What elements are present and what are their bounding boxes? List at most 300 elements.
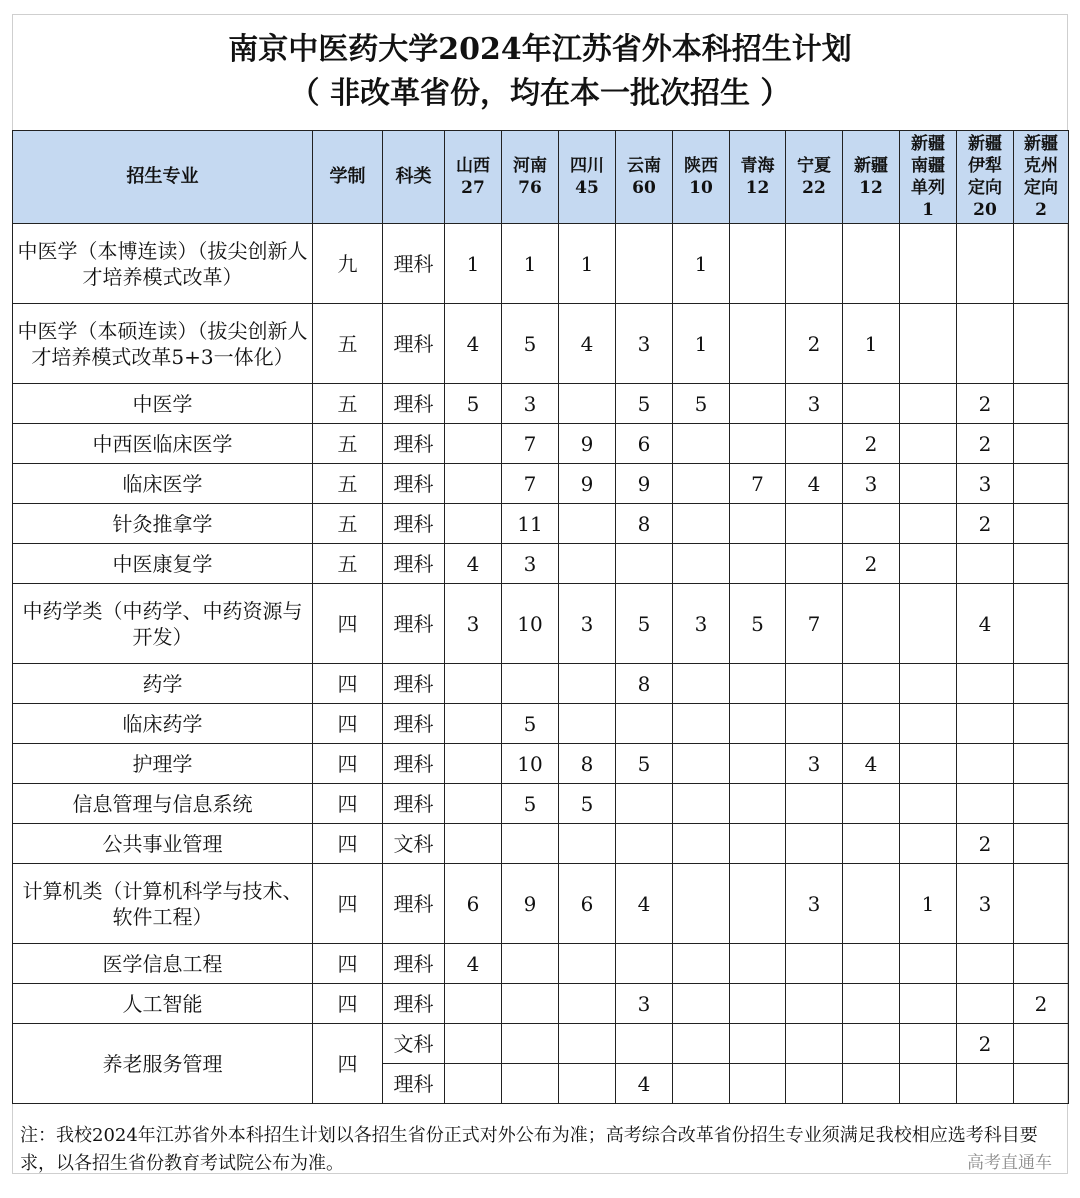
- quota-cell: [730, 944, 786, 984]
- category-cell: 理科: [383, 304, 445, 384]
- major-cell: 药学: [13, 664, 313, 704]
- table-row: [13, 224, 1069, 304]
- quota-cell: 6: [445, 864, 502, 944]
- quota-cell: 1: [843, 304, 900, 384]
- quota-cell: [1014, 864, 1069, 944]
- quota-cell: 1: [445, 224, 502, 304]
- quota-cell: [559, 944, 616, 984]
- quota-cell: [843, 504, 900, 544]
- table-row: [13, 464, 1069, 504]
- quota-cell: [559, 824, 616, 864]
- province-name: 新疆: [854, 156, 888, 176]
- quota-cell: [673, 1024, 730, 1064]
- quota-cell: 10: [502, 744, 559, 784]
- quota-cell: [730, 784, 786, 824]
- category-cell: 理科: [383, 864, 445, 944]
- quota-cell: [673, 1064, 730, 1104]
- quota-cell: [900, 984, 957, 1024]
- category-cell: 理科: [383, 1064, 445, 1104]
- quota-cell: [1014, 744, 1069, 784]
- quota-cell: [1014, 304, 1069, 384]
- province-count: 22: [802, 178, 826, 198]
- quota-cell: 7: [502, 424, 559, 464]
- quota-cell: [900, 584, 957, 664]
- quota-cell: 2: [957, 384, 1014, 424]
- major-cell: 中西医临床医学: [13, 424, 313, 464]
- quota-cell: 8: [616, 664, 673, 704]
- quota-cell: 5: [502, 304, 559, 384]
- quota-cell: [730, 824, 786, 864]
- quota-cell: 3: [786, 384, 843, 424]
- quota-cell: 4: [843, 744, 900, 784]
- major-cell: 中医学（本硕连读）（拔尖创新人才培养模式改革5+3一体化）: [13, 304, 313, 384]
- quota-cell: 2: [957, 424, 1014, 464]
- quota-cell: [786, 1024, 843, 1064]
- quota-cell: [730, 984, 786, 1024]
- footnote: 注：我校2024年江苏省外本科招生计划以各招生省份正式对外公布为准；高考综合改革省份招生专业须满足我校相应选考科目要求，以各招生省份教育考试院公布为准。: [20, 1125, 1038, 1174]
- enrollment-plan-table: [12, 130, 1069, 1104]
- province-name: 宁夏: [797, 156, 831, 176]
- major-cell: 中医康复学: [13, 544, 313, 584]
- table-row: [13, 864, 1069, 944]
- quota-cell: [1014, 944, 1069, 984]
- quota-cell: [900, 944, 957, 984]
- table-row: [13, 784, 1069, 824]
- quota-cell: [1014, 504, 1069, 544]
- table-row: [13, 424, 1069, 464]
- quota-cell: [502, 944, 559, 984]
- quota-cell: [957, 224, 1014, 304]
- header-province: [616, 131, 673, 224]
- table-header-row: [13, 131, 1069, 224]
- quota-cell: [786, 944, 843, 984]
- major-cell: 养老服务管理: [13, 1024, 313, 1104]
- quota-cell: 1: [673, 224, 730, 304]
- quota-cell: 6: [616, 424, 673, 464]
- quota-cell: 2: [786, 304, 843, 384]
- quota-cell: [843, 384, 900, 424]
- quota-cell: [673, 864, 730, 944]
- table-row: [13, 824, 1069, 864]
- quota-cell: [786, 984, 843, 1024]
- title-line-2: （ 非改革省份，均在本一批次招生 ）: [289, 76, 791, 111]
- quota-cell: 5: [559, 784, 616, 824]
- quota-cell: 1: [900, 864, 957, 944]
- quota-cell: 2: [957, 504, 1014, 544]
- quota-cell: [502, 1024, 559, 1064]
- duration-cell: 四: [313, 664, 383, 704]
- quota-cell: [445, 1064, 502, 1104]
- quota-cell: [502, 824, 559, 864]
- quota-cell: [957, 1064, 1014, 1104]
- category-cell: 理科: [383, 584, 445, 664]
- quota-cell: [900, 304, 957, 384]
- quota-cell: [616, 224, 673, 304]
- quota-cell: [1014, 824, 1069, 864]
- quota-cell: [1014, 384, 1069, 424]
- quota-cell: 4: [616, 1064, 673, 1104]
- quota-cell: 8: [616, 504, 673, 544]
- quota-cell: [786, 784, 843, 824]
- province-name: 陕西: [684, 156, 718, 176]
- quota-cell: [786, 664, 843, 704]
- quota-cell: [673, 824, 730, 864]
- major-cell: 临床药学: [13, 704, 313, 744]
- header-province: [673, 131, 730, 224]
- quota-cell: 4: [616, 864, 673, 944]
- page-title: [12, 28, 1068, 116]
- quota-cell: [673, 424, 730, 464]
- category-cell: 理科: [383, 704, 445, 744]
- header-province: [559, 131, 616, 224]
- quota-cell: 1: [502, 224, 559, 304]
- quota-cell: [900, 744, 957, 784]
- quota-cell: [1014, 1024, 1069, 1064]
- quota-cell: [843, 1064, 900, 1104]
- province-count: 27: [461, 178, 485, 198]
- quota-cell: [730, 664, 786, 704]
- quota-cell: [445, 1024, 502, 1064]
- quota-cell: [730, 224, 786, 304]
- quota-cell: [843, 984, 900, 1024]
- duration-cell: 五: [313, 544, 383, 584]
- duration-cell: 五: [313, 464, 383, 504]
- header-province: [445, 131, 502, 224]
- quota-cell: [900, 544, 957, 584]
- table-row: [13, 664, 1069, 704]
- major-cell: 信息管理与信息系统: [13, 784, 313, 824]
- quota-cell: [843, 224, 900, 304]
- duration-cell: 九: [313, 224, 383, 304]
- title-line-1: 南京中医药大学2024年江苏省外本科招生计划: [228, 32, 852, 67]
- quota-cell: [445, 704, 502, 744]
- quota-cell: 3: [957, 464, 1014, 504]
- quota-cell: [900, 464, 957, 504]
- quota-cell: [1014, 584, 1069, 664]
- quota-cell: 3: [445, 584, 502, 664]
- quota-cell: [786, 504, 843, 544]
- quota-cell: [843, 704, 900, 744]
- quota-cell: 2: [843, 544, 900, 584]
- quota-cell: [445, 784, 502, 824]
- quota-cell: 4: [445, 544, 502, 584]
- quota-cell: [730, 384, 786, 424]
- major-cell: 护理学: [13, 744, 313, 784]
- quota-cell: 1: [559, 224, 616, 304]
- quota-cell: 3: [786, 864, 843, 944]
- quota-cell: 5: [445, 384, 502, 424]
- quota-cell: [1014, 424, 1069, 464]
- header-province: [786, 131, 843, 224]
- quota-cell: [616, 544, 673, 584]
- quota-cell: [445, 664, 502, 704]
- table-body: [13, 224, 1069, 1104]
- table-row: [13, 544, 1069, 584]
- duration-cell: 四: [313, 704, 383, 744]
- quota-cell: 4: [445, 304, 502, 384]
- quota-cell: 9: [616, 464, 673, 504]
- quota-cell: 5: [730, 584, 786, 664]
- quota-cell: 2: [843, 424, 900, 464]
- quota-cell: 5: [616, 744, 673, 784]
- quota-cell: [502, 664, 559, 704]
- quota-cell: [559, 664, 616, 704]
- duration-cell: 四: [313, 784, 383, 824]
- category-cell: 理科: [383, 464, 445, 504]
- category-cell: 理科: [383, 784, 445, 824]
- quota-cell: [559, 1024, 616, 1064]
- quota-cell: [1014, 544, 1069, 584]
- quota-cell: [957, 704, 1014, 744]
- table-row: [13, 304, 1069, 384]
- quota-cell: [900, 664, 957, 704]
- category-cell: 文科: [383, 824, 445, 864]
- province-name: 新疆 伊犁 定向: [968, 134, 1002, 198]
- table-row: [13, 704, 1069, 744]
- quota-cell: [559, 1064, 616, 1104]
- quota-cell: [730, 544, 786, 584]
- quota-cell: 7: [502, 464, 559, 504]
- quota-cell: [673, 984, 730, 1024]
- province-name: 河南: [513, 156, 547, 176]
- province-count: 10: [689, 178, 713, 198]
- quota-cell: [843, 784, 900, 824]
- quota-cell: [843, 944, 900, 984]
- quota-cell: [673, 664, 730, 704]
- quota-cell: [900, 1024, 957, 1064]
- quota-cell: [1014, 704, 1069, 744]
- quota-cell: [900, 384, 957, 424]
- category-cell: 理科: [383, 664, 445, 704]
- header-major: 招生专业: [13, 131, 313, 224]
- quota-cell: [900, 424, 957, 464]
- quota-cell: [730, 1024, 786, 1064]
- category-cell: 理科: [383, 504, 445, 544]
- quota-cell: [445, 464, 502, 504]
- province-name: 新疆 南疆 单列: [911, 134, 945, 198]
- quota-cell: [673, 544, 730, 584]
- quota-cell: [502, 1064, 559, 1104]
- header-province: [843, 131, 900, 224]
- province-name: 四川: [570, 156, 604, 176]
- watermark: 高考直通车: [967, 1153, 1052, 1173]
- quota-cell: [559, 984, 616, 1024]
- province-count: 2: [1035, 200, 1047, 220]
- table-row: [13, 504, 1069, 544]
- quota-cell: [786, 544, 843, 584]
- province-count: 1: [922, 200, 934, 220]
- quota-cell: [673, 784, 730, 824]
- quota-cell: 3: [957, 864, 1014, 944]
- duration-cell: 五: [313, 304, 383, 384]
- quota-cell: [786, 424, 843, 464]
- major-cell: 公共事业管理: [13, 824, 313, 864]
- quota-cell: [957, 544, 1014, 584]
- quota-cell: 5: [673, 384, 730, 424]
- quota-cell: [1014, 224, 1069, 304]
- quota-cell: [502, 984, 559, 1024]
- quota-cell: [730, 304, 786, 384]
- province-count: 20: [973, 200, 997, 220]
- quota-cell: [900, 504, 957, 544]
- quota-cell: [616, 1024, 673, 1064]
- quota-cell: [673, 504, 730, 544]
- quota-cell: 2: [957, 824, 1014, 864]
- quota-cell: [730, 864, 786, 944]
- quota-cell: [559, 384, 616, 424]
- quota-cell: [559, 544, 616, 584]
- major-cell: 临床医学: [13, 464, 313, 504]
- quota-cell: 3: [673, 584, 730, 664]
- major-cell: 人工智能: [13, 984, 313, 1024]
- quota-cell: 2: [957, 1024, 1014, 1064]
- category-cell: 理科: [383, 424, 445, 464]
- quota-cell: [673, 944, 730, 984]
- quota-cell: [730, 504, 786, 544]
- quota-cell: [957, 664, 1014, 704]
- table-row: [13, 584, 1069, 664]
- province-count: 76: [518, 178, 542, 198]
- quota-cell: [616, 944, 673, 984]
- quota-cell: 4: [445, 944, 502, 984]
- table-row: [13, 944, 1069, 984]
- quota-cell: [957, 744, 1014, 784]
- province-name: 青海: [740, 156, 775, 176]
- province-count: 60: [632, 178, 656, 198]
- quota-cell: 3: [616, 984, 673, 1024]
- duration-cell: 五: [313, 504, 383, 544]
- quota-cell: [786, 824, 843, 864]
- quota-cell: 2: [1014, 984, 1069, 1024]
- quota-cell: [1014, 784, 1069, 824]
- quota-cell: [445, 504, 502, 544]
- table-row: [13, 744, 1069, 784]
- quota-cell: 3: [502, 544, 559, 584]
- quota-cell: [445, 744, 502, 784]
- quota-cell: [559, 704, 616, 744]
- quota-cell: [559, 504, 616, 544]
- category-cell: 文科: [383, 1024, 445, 1064]
- category-cell: 理科: [383, 544, 445, 584]
- quota-cell: 4: [957, 584, 1014, 664]
- quota-cell: [843, 1024, 900, 1064]
- quota-cell: [900, 224, 957, 304]
- quota-cell: [1014, 464, 1069, 504]
- quota-cell: [673, 464, 730, 504]
- major-cell: 中药学类（中药学、中药资源与开发）: [13, 584, 313, 664]
- duration-cell: 四: [313, 984, 383, 1024]
- quota-cell: 11: [502, 504, 559, 544]
- quota-cell: [673, 744, 730, 784]
- quota-cell: 7: [786, 584, 843, 664]
- header-province: [957, 131, 1014, 224]
- province-count: 12: [859, 178, 883, 198]
- category-cell: 理科: [383, 384, 445, 424]
- quota-cell: 6: [559, 864, 616, 944]
- quota-cell: [957, 984, 1014, 1024]
- major-cell: 计算机类（计算机科学与技术、软件工程）: [13, 864, 313, 944]
- quota-cell: 1: [673, 304, 730, 384]
- duration-cell: 四: [313, 864, 383, 944]
- quota-cell: [843, 864, 900, 944]
- duration-cell: 四: [313, 744, 383, 784]
- category-cell: 理科: [383, 224, 445, 304]
- category-cell: 理科: [383, 944, 445, 984]
- quota-cell: 8: [559, 744, 616, 784]
- quota-cell: 7: [730, 464, 786, 504]
- quota-cell: [1014, 664, 1069, 704]
- duration-cell: 四: [313, 824, 383, 864]
- quota-cell: [900, 824, 957, 864]
- quota-cell: [957, 304, 1014, 384]
- quota-cell: [616, 824, 673, 864]
- quota-cell: 3: [786, 744, 843, 784]
- duration-cell: 五: [313, 384, 383, 424]
- quota-cell: 3: [502, 384, 559, 424]
- quota-cell: 3: [559, 584, 616, 664]
- quota-cell: [900, 704, 957, 744]
- province-count: 45: [575, 178, 599, 198]
- quota-cell: [616, 784, 673, 824]
- quota-cell: [730, 704, 786, 744]
- quota-cell: [843, 664, 900, 704]
- table-row: [13, 384, 1069, 424]
- quota-cell: [957, 944, 1014, 984]
- header-province: [900, 131, 957, 224]
- header-province: [502, 131, 559, 224]
- header-province: [1014, 131, 1069, 224]
- quota-cell: [616, 704, 673, 744]
- quota-cell: [730, 1064, 786, 1104]
- quota-cell: 5: [502, 784, 559, 824]
- quota-cell: [445, 984, 502, 1024]
- quota-cell: [730, 424, 786, 464]
- province-name: 云南: [627, 156, 661, 176]
- quota-cell: 4: [786, 464, 843, 504]
- quota-cell: [673, 704, 730, 744]
- quota-cell: 5: [616, 384, 673, 424]
- major-cell: 针灸推拿学: [13, 504, 313, 544]
- category-cell: 理科: [383, 984, 445, 1024]
- table-row: [13, 1024, 1069, 1064]
- duration-cell: 五: [313, 424, 383, 464]
- quota-cell: 9: [559, 424, 616, 464]
- table-row: [13, 984, 1069, 1024]
- quota-cell: [957, 784, 1014, 824]
- quota-cell: [843, 824, 900, 864]
- quota-cell: 9: [502, 864, 559, 944]
- major-cell: 医学信息工程: [13, 944, 313, 984]
- quota-cell: [900, 1064, 957, 1104]
- province-name: 新疆 克州 定向: [1024, 134, 1058, 198]
- quota-cell: [900, 784, 957, 824]
- quota-cell: 5: [502, 704, 559, 744]
- quota-cell: 10: [502, 584, 559, 664]
- duration-cell: 四: [313, 944, 383, 984]
- header-duration: 学制: [313, 131, 383, 224]
- duration-cell: 四: [313, 1024, 383, 1104]
- quota-cell: [843, 584, 900, 664]
- quota-cell: [1014, 1064, 1069, 1104]
- quota-cell: [445, 824, 502, 864]
- header-category: 科类: [383, 131, 445, 224]
- major-cell: 中医学（本博连读）（拔尖创新人才培养模式改革）: [13, 224, 313, 304]
- quota-cell: 9: [559, 464, 616, 504]
- quota-cell: 4: [559, 304, 616, 384]
- quota-cell: [730, 744, 786, 784]
- quota-cell: 3: [616, 304, 673, 384]
- quota-cell: 5: [616, 584, 673, 664]
